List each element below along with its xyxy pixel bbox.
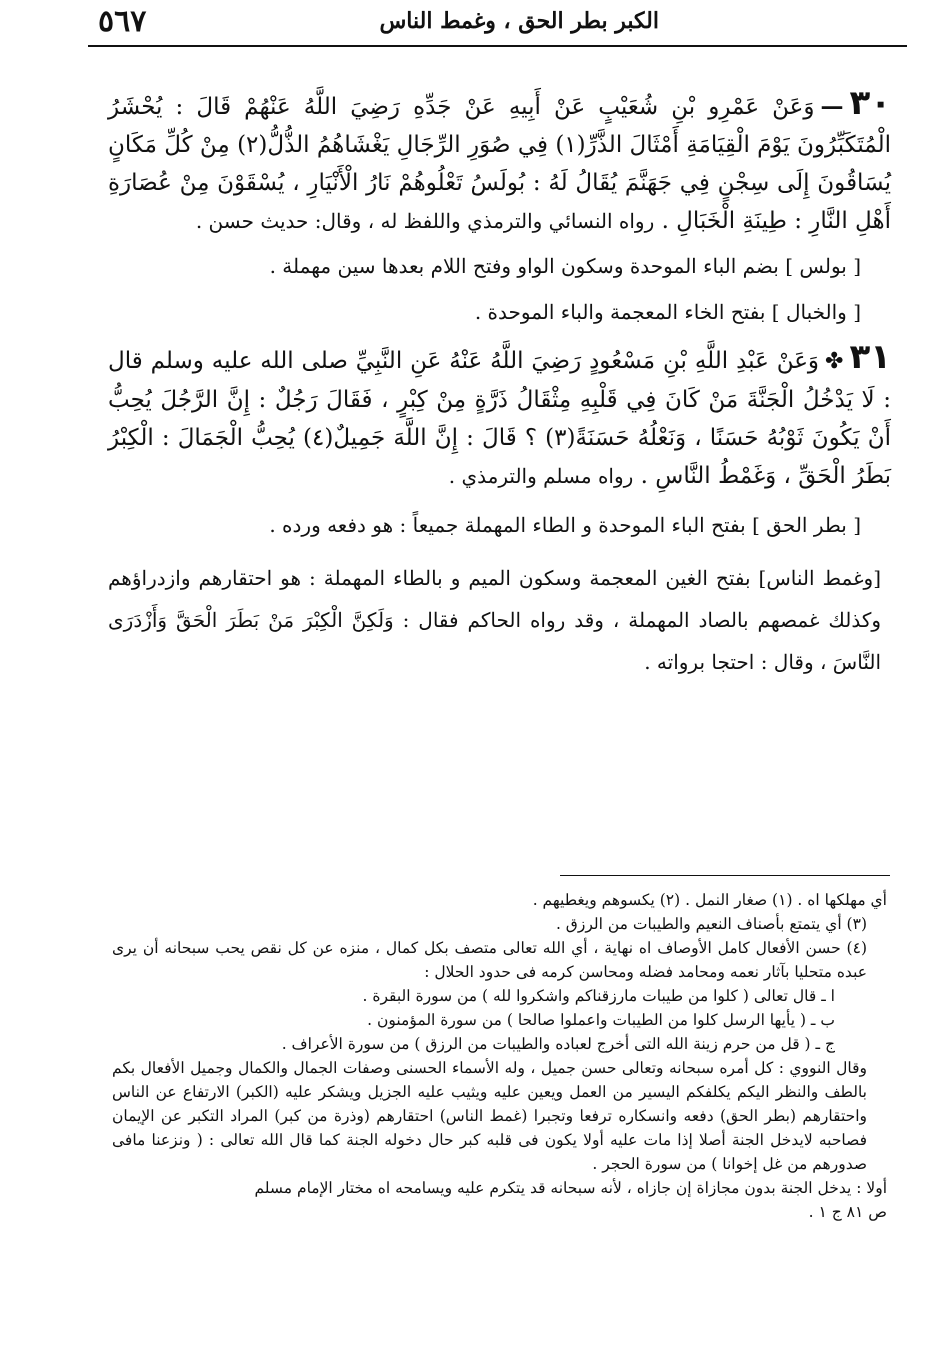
footnote-item-b: ب ـ ( يأيها الرسل كلوا من الطيبات واعملوا صالحا ) من سورة المؤمنون .	[367, 1011, 835, 1029]
running-title: الكبر بطر الحق ، وغمط الناس	[379, 8, 659, 34]
footnote-nawawi: وقال النووي : كل أمره سبحانه وتعالى حسن جميل ، وله الأسماء الحسنى وصفات الجمال والكمال وجميل الأفعال بكم بالطف والنظر اليكم يكلفكم اليسير من العمل ويعين عليه ويثيب عليه الجزيل ويشكر عليه (الكبر) الارتفاع عن الناس واحتقارهم (بطر الحق) دفعه وانسكاره ترفعا وتجبرا (غمط الناس) احتقارهم (وذرة من كبر) المراد التكبر عن الإيمان فصاحبه لايدخل الجنة أصلا إذا مات عليه أولا يكون فى قلبه كبر حال دخوله الجنة كما قال الله تعالى : ( ونزعنا مافى صدورهم من غل إخوانا ) من سورة الحجر .	[112, 1059, 867, 1173]
footnotes	[112, 888, 887, 1224]
footnote-item-c: ج ـ ( قل من حرم زينة الله التى أخرج لعباده والطيبات من الرزق ) من سورة الأعراف .	[281, 1035, 835, 1053]
main-text	[108, 78, 891, 683]
footnote-reference: ص ٨١ ج ١ .	[808, 1203, 887, 1221]
hadith-30	[108, 84, 891, 240]
hadith-text: وَعَنْ عَمْرِو بْنِ شُعَيْبٍ عَنْ أَبِيهِ عَنْ جَدِّهِ رَضِيَ اللَّهُ عَنْهُمْ قَالَ : يُحْشَرُ الْمُتَكَبِّرُونَ يَوْمَ الْقِيَامَةِ أَمْثَالَ الذَّرِّ(١) فِي صُوَرِ الرِّجَالِ يَغْشَاهُمُ الذُّلُّ(٢) مِنْ كُلِّ مَكَانٍ يُسَاقُونَ إِلَى سِجْنٍ فِي جَهَنَّمَ يُقَالُ لَهُ : بُولَسُ تَعْلُوهُمْ نَارُ الْأَنْيَارِ ، يُسْقَوْنَ مِنْ عُصَارَةِ أَهْلِ النَّارِ : طِينَةِ الْخَبَالِ .	[108, 94, 891, 234]
page-number: ٥٦٧	[98, 4, 147, 39]
footnote-3: (٣) أي يتمتع بأصناف النعيم والطيبات من الرزق .	[555, 915, 867, 933]
gloss-batar-al-haqq: [ بطر الحق ] بفتح الباء الموحدة و الطاء المهملة جميعاً : هو دفعه ورده .	[269, 513, 861, 537]
gloss-bulas: [ بولس ] بضم الباء الموحدة وسكون الواو وفتح اللام بعدها سين مهملة .	[269, 254, 861, 278]
gloss-khabal: [ والخبال ] بفتح الخاء المعجمة والباء الموحدة .	[474, 300, 861, 324]
footnote-rule	[560, 875, 890, 876]
header-rule	[88, 45, 907, 47]
hadith-31	[108, 338, 891, 495]
hadith-source: رواه مسلم والترمذي .	[448, 464, 634, 488]
hadith-source: رواه النسائي والترمذي واللفظ له ، وقال: حديث حسن .	[195, 209, 655, 233]
hadith-text: وَعَنْ عَبْدِ اللَّهِ بْنِ مَسْعُودٍ رَضِيَ اللَّهُ عَنْهُ عَنِ النَّبِيِّ صلى الله عليه وسلم قال : لَا يَدْخُلُ الْجَنَّةَ مَنْ كَانَ فِي قَلْبِهِ مِثْقَالُ ذَرَّةٍ مِنْ كِبْرٍ ، فَقَالَ رَجُلٌ : إِنَّ الرَّجُلَ يُحِبُّ أَنْ يَكُونَ ثَوْبُهُ حَسَنًا ، وَنَعْلُهُ حَسَنَةً(٣) ؟ قَالَ : إِنَّ اللَّهَ جَمِيلٌ(٤) يُحِبُّ الْجَمَالَ : الْكِبْرُ بَطَرُ الْحَقِّ ، وَغَمْطُ النَّاسِ .	[108, 348, 891, 489]
hadith-number: ٣٠	[849, 83, 891, 123]
footnote-4: (٤) حسن الأفعال كامل الأوصاف اه نهاية ، أي الله تعالى متصف بكل كمال ، منزه عن كل نقص يحب سبحانه أن يرى عبده متحليا بآثار نعمه ومحامد فضله ومحاسن كرمه فى حدود الحلال :	[112, 939, 867, 981]
gloss-ghamt-al-nas: [وغمط الناس] بفتح الغين المعجمة وسكون الميم و بالطاء المهملة : هو احتقارهم وازدراؤهم وكذلك غمصهم بالصاد المهملة ، وقد رواه الحاكم فقال : وَلَكِنَّ الْكِبْرَ مَنْ بَطَرَ الْحَقَّ وَأَزْدَرَى النَّاسَ ، وقال : احتجا برواته .	[108, 566, 881, 674]
footnote-line-1: أي مهلكها اه . (١) صغار النمل . (٢) يكسوهم ويغطيهم .	[532, 891, 887, 909]
hadith-number: ٣١	[849, 337, 891, 377]
footnote-awwalan: أولا : يدخل الجنة بدون مجازاة إن جازاه ، لأنه سبحانه قد يتكرم عليه ويسامحه اه مختار الإمام مسلم	[254, 1179, 887, 1197]
page-header	[90, 4, 909, 44]
star-ornament-icon: ✤	[825, 349, 844, 374]
footnote-item-a: ا ـ قال تعالى ( كلوا من طيبات مارزقناكم واشكروا لله ) من سورة البقرة .	[362, 987, 835, 1005]
hadith-separator: —	[820, 93, 844, 120]
